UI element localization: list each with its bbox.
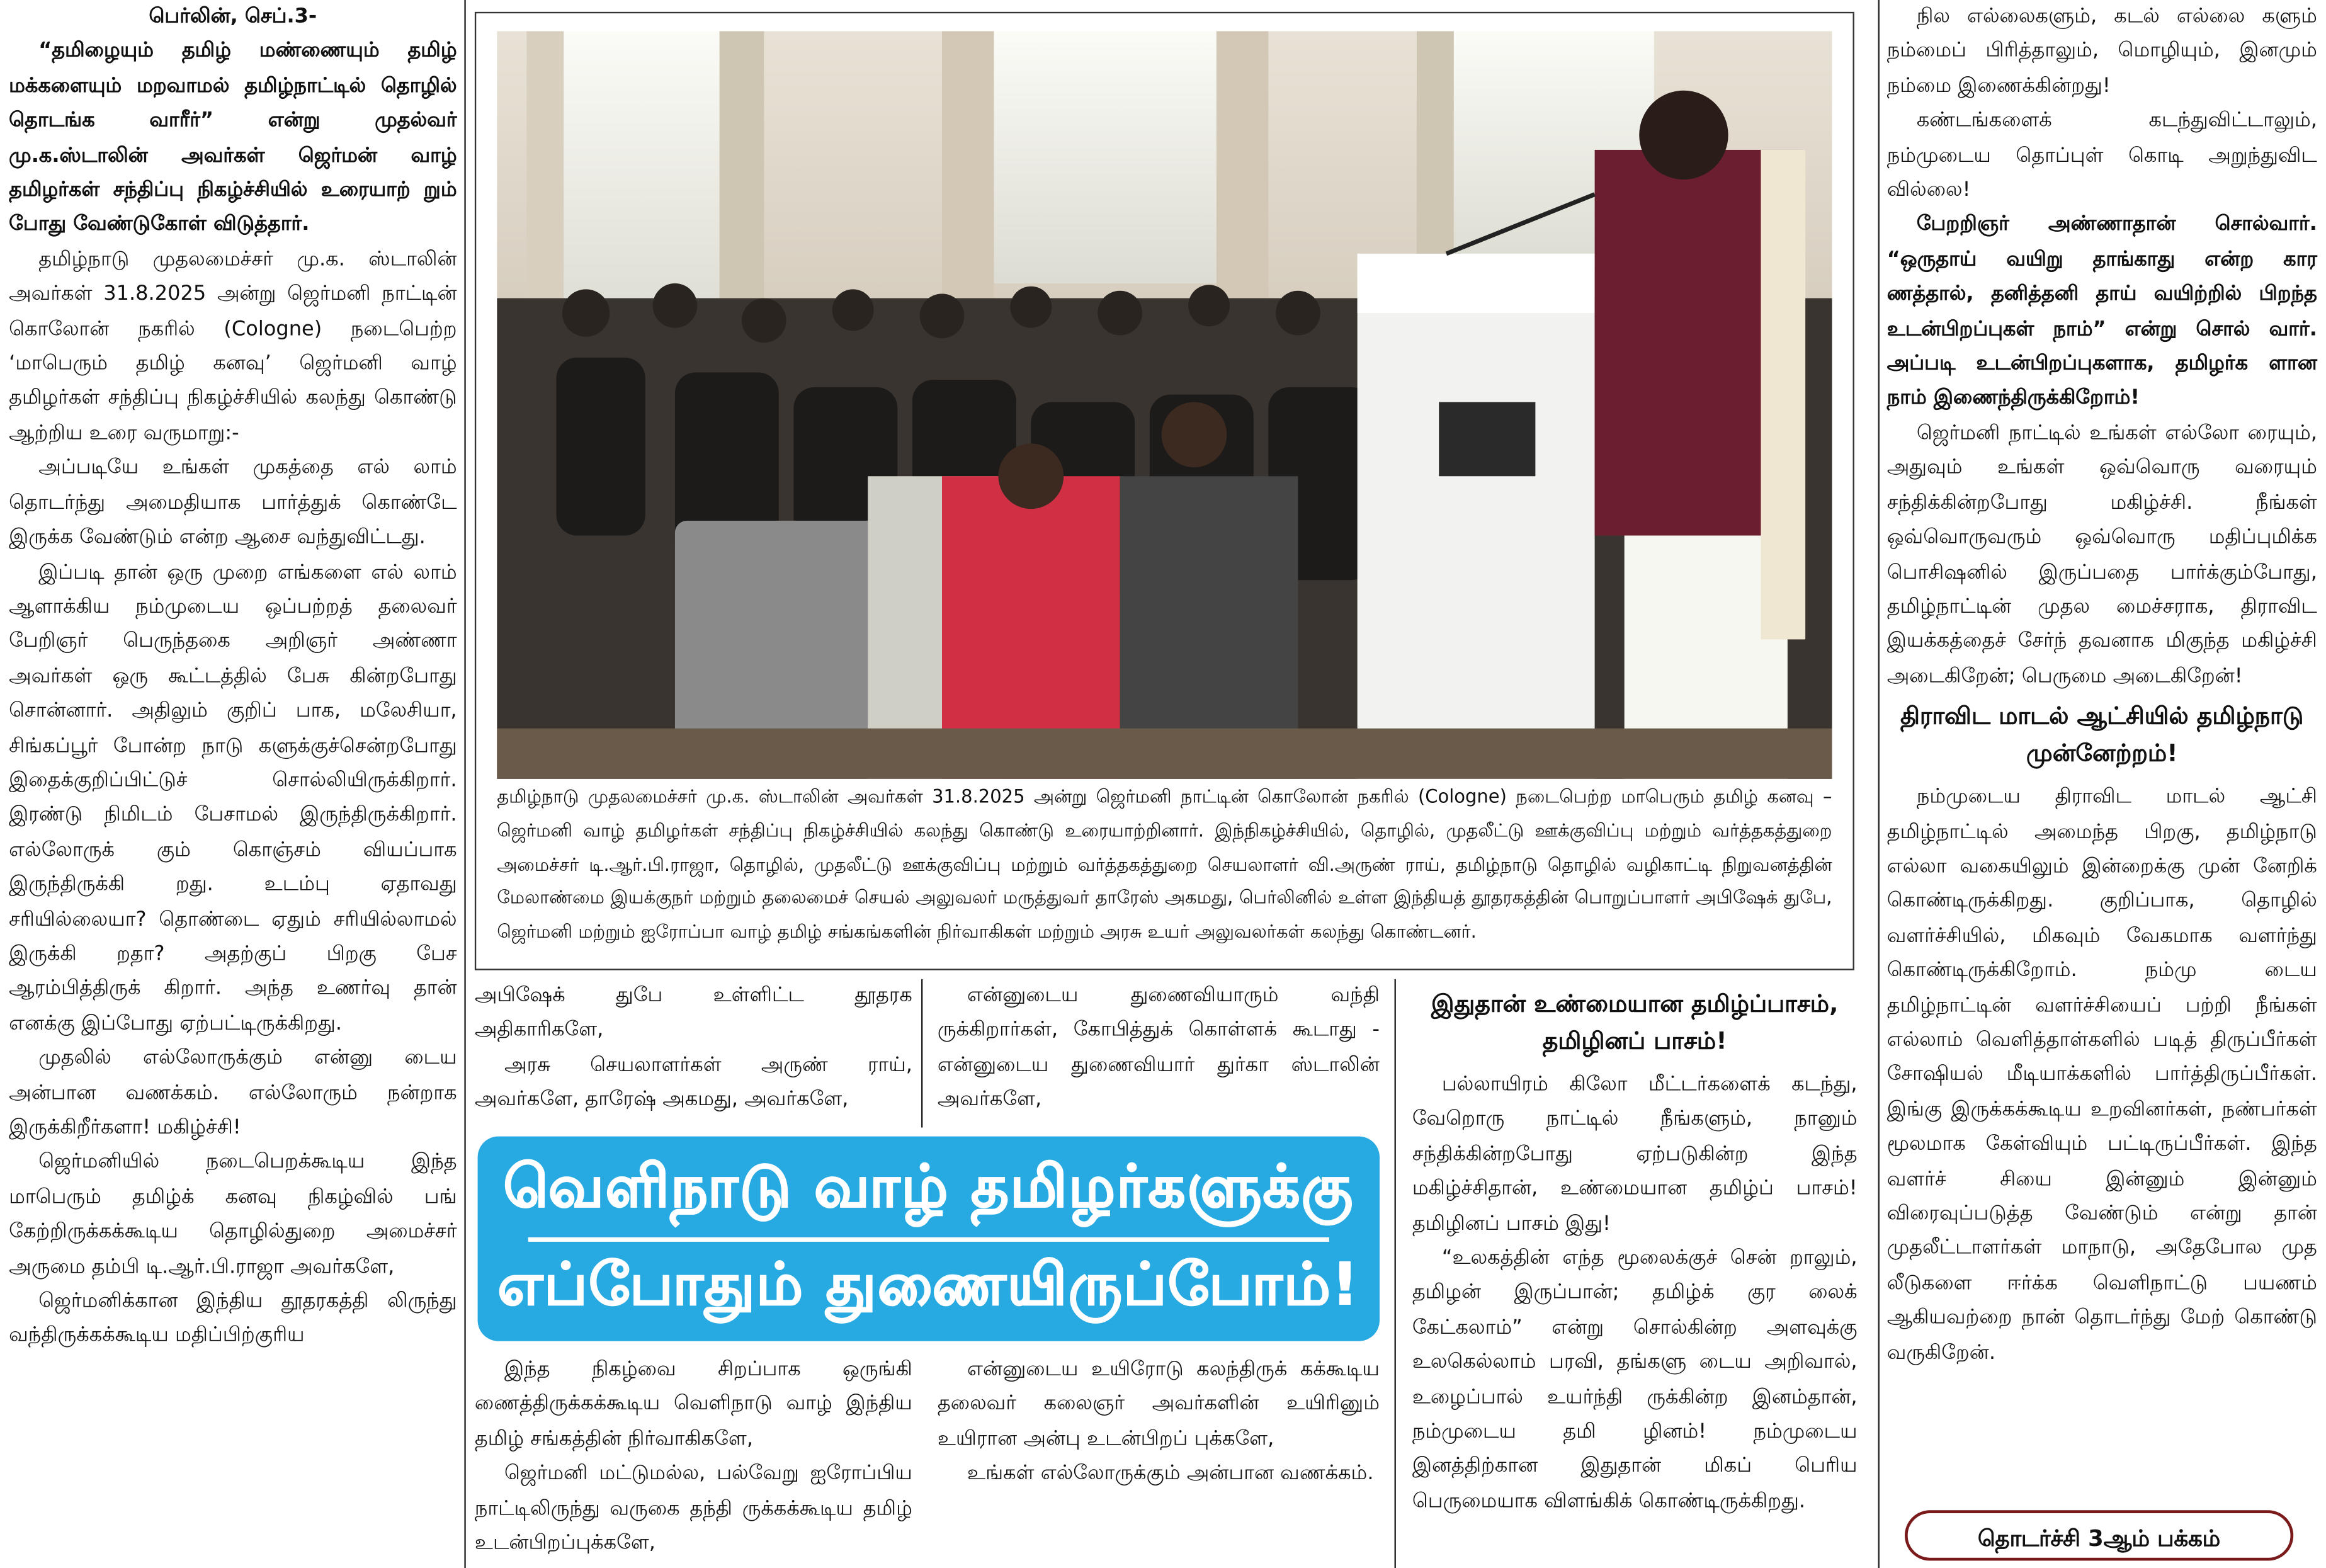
body-paragraph: பல்லாயிரம் கிலோ மீட்டர்களைக் கடந்து, வேறொரு நாட்டில் நீங்களும், நானும் சந்திக்கின்றபோது ஏற்படுகின்ற இந்த மகிழ்ச்சிதான், உண்மையான தமிழ்ப் பாசம்! தமிழினப் பாசம் இது! — [1412, 1072, 1858, 1236]
column-divider — [921, 979, 922, 1128]
continued-page-link[interactable]: தொடர்ச்சி 3ஆம் பக்கம் — [1905, 1510, 2293, 1560]
banner-line-2: எப்போதும் துணையிருப்போம்! — [497, 1252, 1360, 1319]
photo-caption: தமிழ்நாடு முதலமைச்சர் மு.க. ஸ்டாலின் அவர்கள் 31.8.2025 அன்று ஜெர்மனி நாட்டின் கொலோன் நகரில் (Cologne) நடைபெற்ற மாபெரும் தமிழ் கனவு – ஜெர்மனி வாழ் தமிழர்கள் சந்திப்பு நிகழ்ச்சியில் கலந்து கொண்டு உரையாற்றினார். இந்நிகழ்ச்சியில், தொழில், முதலீட்டு ஊக்குவிப்பு மற்றும் வர்த்தகத்துறை அமைச்சர் டி.ஆர்.பி.ராஜா, தொழில், முதலீட்டு ஊக்குவிப்பு மற்றும் வர்த்தகத்துறை செயலாளர் வி.அருண் ராய், தமிழ்நாடு தொழில் வழிகாட்டி நிறுவனத்தின் மேலாண்மை இயக்குநர் மற்றும் தலைமைச் செயல் அலுவலர் மருத்துவர் தாரேஸ் அகமது, பெர்லினில் உள்ள இந்தியத் தூதரகத்தின் பொறுப்பாளர் அபிஷேக் துபே, ஜெர்மனி மற்றும் ஐரோப்பா வாழ் தமிழ் சங்கங்களின் நிர்வாகிகள் மற்றும் அரசு உயர் அலுவலர்கள் கலந்து கொண்டனர். — [497, 786, 1832, 943]
column-2 — [475, 979, 912, 1118]
body-paragraph: அரசு செயலாளர்கள் அருண் ராய், அவர்களே, தாரேஷ் அகமது, அவர்களே, — [474, 1053, 912, 1112]
body-paragraph: நம்முடைய திராவிட மாடல் ஆட்சி தமிழ்நாட்டில் அமைந்த பிறகு, தமிழ்நாடு எல்லா வகையிலும் இன்றைக்கு முன் னேறிக் கொண்டிருக்கிறது. குறிப்பாக, தொழில் வளர்ச்சியில், மிகவும் வேகமாக வளர்ந்து கொண்டிருக்கிறோம். நம்மு டைய தமிழ்நாட்டின் வளர்ச்சியைப் பற்றி நீங்கள் எல்லாம் வெளித்தாள்களில் படித் திருப்பீர்கள் சோஷியல் மீடியாக்களில் பார்த்திருப்பீர்கள். இங்கு இருக்கக்கூடிய உறவினர்கள், நண்பர்கள் மூலமாக கேள்வியும் பட்டிருப்பீர்கள். இந்த வளர்ச் சியை இன்னும் இன்னும் விரைவுப்படுத்த வேண்டும் என்று தான் முதலீட்டாளர்கள் மாநாடு, அதேபோல முத லீடுகளை ஈர்க்க வெளிநாட்டு பயணம் ஆகியவற்றை நான் தொடர்ந்து மேற் கொண்டு வருகிறேன். — [1886, 785, 2317, 1365]
banner-line-1: வெளிநாடு வாழ் தமிழர்களுக்கு — [503, 1154, 1354, 1221]
body-paragraph: என்னுடைய உயிரோடு கலந்திருக் கக்கூடிய தலைவர் கலைஞர் அவர்களின் உயிரினும் உயிரான அன்பு உடன்பிறப் புக்களே, — [937, 1357, 1380, 1451]
body-paragraph: முதலில் எல்லோருக்கும் என்னு டைய அன்பான வணக்கம். எல்லோரும் நன்றாக இருக்கிறீர்களா! மகிழ்ச்சி! — [9, 1046, 457, 1140]
body-paragraph: அப்படியே உங்கள் முகத்தை எல் லாம் தொடர்ந்து அமைதியாக பார்த்துக் கொண்டே இருக்க வேண்டும் என்ற ஆசை வந்துவிட்டது. — [9, 455, 457, 549]
body-paragraph: இந்த நிகழ்வை சிறப்பாக ஒருங்கி ணைத்திருக்கக்கூடிய வெளிநாடு வாழ் இந்திய தமிழ் சங்கத்தின் நிர்வாகிகளே, — [474, 1357, 912, 1451]
column-2-lower — [475, 1353, 912, 1562]
lead-paragraph: “தமிழையும் தமிழ் மண்ணையும் தமிழ் மக்களையும் மறவாமல் தமிழ்நாட்டில் தொழில் தொடங்க வாரீர்” என்று முதல்வர் மு.க.ஸ்டாலின் அவர்கள் ஜெர்மன் வாழ் தமிழர்கள் சந்திப்பு நிகழ்ச்சியில் உரையாற் றும் போது வேண்டுகோள் விடுத்தார். — [9, 39, 457, 237]
body-paragraph: ஜெர்மனிக்கான இந்திய தூதரகத்தி லிருந்து வந்திருக்கக்கூடிய மதிப்பிற்குரிய — [9, 1289, 457, 1348]
column-5 — [1887, 0, 2317, 1371]
column-divider — [464, 0, 465, 1568]
column-3-lower — [938, 1353, 1380, 1492]
event-photo — [497, 31, 1832, 778]
body-paragraph-bold: பேறறிஞர் அண்ணாதான் சொல்வார். “ஒருதாய் வயிறு தாங்காது என்ற கார ணத்தால், தனித்தனி தாய் வயிற்றில் பிறந்த உடன்பிறப்புகள் நாம்” என்று சொல் வார். அப்படி உடன்பிறப்புகளாக, தமிழர்க ளான நாம் இணைந்திருக்கிறோம்! — [1886, 212, 2317, 411]
body-paragraph: என்னுடைய துணைவியாரும் வந்தி ருக்கிறார்கள், கோபித்துக் கொள்ளக் கூடாது - என்னுடைய துணைவியார் துர்கா ஸ்டாலின் அவர்களே, — [937, 983, 1380, 1112]
body-paragraph: உங்கள் எல்லோருக்கும் அன்பான வணக்கம். — [967, 1462, 1374, 1486]
column-divider — [1878, 0, 1880, 1568]
body-paragraph: அபிஷேக் துபே உள்ளிட்ட தூதரக அதிகாரிகளே, — [474, 983, 912, 1042]
body-paragraph: இப்படி தான் ஒரு முறை எங்களை எல் லாம் ஆளாக்கிய நம்முடைய ஒப்பற்றத் தலைவர் பேறிஞர் பெருந்தகை அறிஞர் அண்ணா அவர்கள் ஒரு கூட்டத்தில் பேசு கின்றபோது சொன்னார். அதிலும் குறிப் பாக, மலேசியா, சிங்கப்பூர் போன்ற நாடு களுக்குச்சென்றபோது இதைக்குறிப்பிட்டுச் சொல்லியிருக்கிறார். இரண்டு நிமிடம் பேசாமல் இருந்திருக்கிறார். எல்லோருக் கும் கொஞ்சம் வியப்பாக இருந்திருக்கி றது. உடம்பு ஏதாவது சரியில்லையா? தொண்டை ஏதும் சரியில்லாமல் இருக்கி றதா? அதற்குப் பிறகு பேச ஆரம்பித்திருக் கிறார். அந்த உணர்வு தான் எனக்கு இப்போது ஏற்பட்டிருக்கிறது. — [9, 560, 457, 1035]
column-1 — [9, 0, 457, 1355]
column-3 — [938, 979, 1380, 1118]
body-paragraph: நில எல்லைகளும், கடல் எல்லை களும் நம்மைப் பிரித்தாலும், மொழியும், இனமும் நம்மை இணைக்கின்றது! — [1886, 4, 2317, 98]
subheading: இதுதான் உண்மையான தமிழ்ப்பாசம், தமிழினப் பாசம்! — [1431, 989, 1839, 1055]
body-paragraph: “உலகத்தின் எந்த மூலைக்குச் சென் றாலும், தமிழன் இருப்பான்; தமிழ்க் குர லைக் கேட்கலாம்” என்று சொல்கின்ற அளவுக்கு உலகெல்லாம் பரவி, தங்களு டைய அறிவால், உழைப்பால் உயர்ந்தி ருக்கின்ற இனம்தான், நம்முடைய தமி ழினம்! நம்முடைய இனத்திற்கான இதுதான் மிகப் பெரிய பெருமையாக விளங்கிக் கொண்டிருக்கிறது. — [1412, 1246, 1858, 1513]
body-paragraph: கண்டங்களைக் கடந்துவிட்டாலும், நம்முடைய தொப்புள் கொடி அறுந்துவிட வில்லை! — [1886, 108, 2317, 202]
dateline: பெர்லின், செப்.3- — [149, 4, 317, 28]
column-4 — [1412, 982, 1858, 1520]
body-paragraph: தமிழ்நாடு முதலமைச்சர் மு.க. ஸ்டாலின் அவர்கள் 31.8.2025 அன்று ஜெர்மனி நாட்டின் கொலோன் நகரில் (Cologne) நடைபெற்ற ‘மாபெரும் தமிழ் கனவு’ ஜெர்மனி வாழ் தமிழர்கள் சந்திப்பு நிகழ்ச்சியில் கலந்து கொண்டு ஆற்றிய உரை வருமாறு:- — [9, 247, 457, 445]
banner-rule — [528, 1237, 1329, 1242]
body-paragraph: ஜெர்மனி மட்டுமல்ல, பல்வேறு ஐரோப்பிய நாட்டிலிருந்து வருகை தந்தி ருக்கக்கூடிய தமிழ் உடன்பிறப்புக்களே, — [474, 1462, 912, 1555]
photo-frame — [475, 12, 1854, 970]
body-paragraph: ஜெர்மனி நாட்டில் உங்கள் எல்லோ ரையும், அதுவும் உங்கள் ஒவ்வொரு வரையும் சந்திக்கின்றபோது மகிழ்ச்சி. நீங்கள் ஒவ்வொருவரும் ஒவ்வொரு மதிப்புமிக்க பொசிஷனில் இருப்பதை பார்க்கும்போது, தமிழ்நாட்டின் முதல மைச்சராக, திராவிட இயக்கத்தைச் சேர்ந் தவனாக மிகுந்த மகிழ்ச்சி அடைகிறேன்; பெருமை அடைகிறேன்! — [1886, 421, 2317, 688]
banner-headline — [478, 1137, 1380, 1341]
subheading: திராவிட மாடல் ஆட்சியில் தமிழ்நாடு முன்னேற்றம்! — [1900, 702, 2304, 768]
column-divider — [1395, 979, 1396, 1568]
body-paragraph: ஜெர்மனியில் நடைபெறக்கூடிய இந்த மாபெரும் தமிழ்க் கனவு நிகழ்வில் பங் கேற்றிருக்கக்கூடிய தொழில்துறை அமைச்சர் அருமை தம்பி டி.ஆர்.பி.ராஜா அவர்களே, — [9, 1150, 457, 1278]
